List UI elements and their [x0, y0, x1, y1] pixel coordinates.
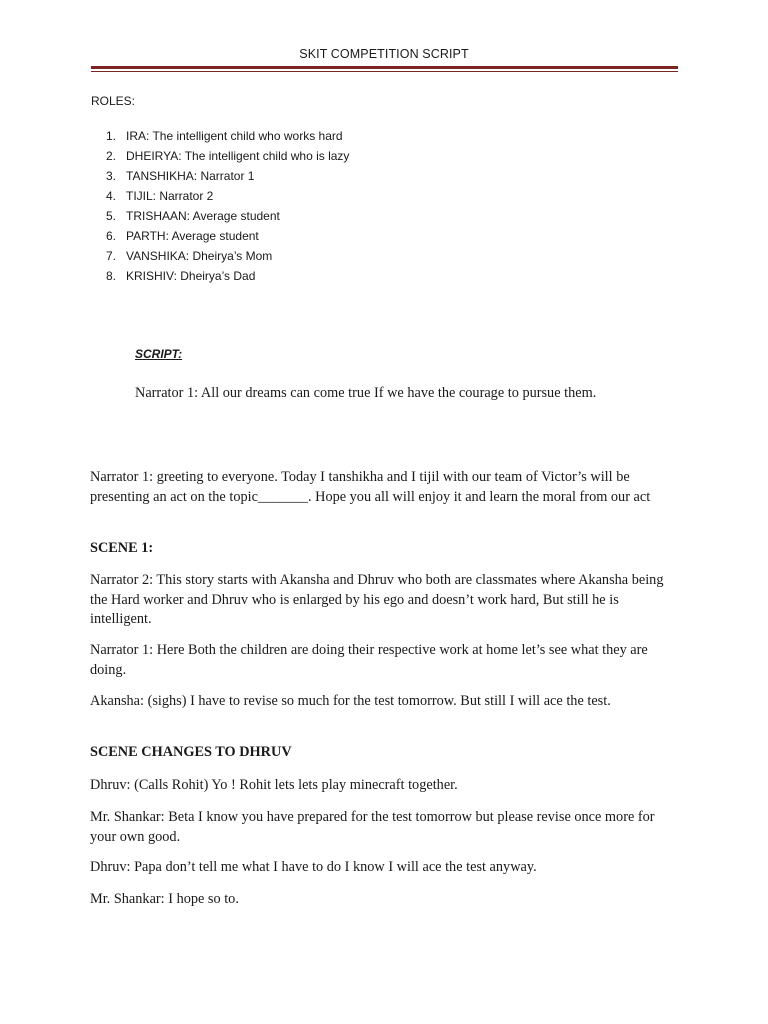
script-paragraph: Mr. Shankar: Beta I know you have prepared for the test tomorrow but please revise once more for your own good.	[90, 809, 655, 845]
role-item	[91, 166, 349, 186]
role-text: DHEIRYA: The intelligent child who is lazy	[126, 149, 350, 163]
roles-list	[91, 126, 349, 286]
script-paragraph: Dhruv: (Calls Rohit) Yo ! Rohit lets lets play minecraft together.	[90, 777, 458, 793]
role-item	[91, 206, 349, 226]
script-intro: Narrator 1: All our dreams can come true If we have the courage to pursue them.	[135, 385, 597, 401]
role-number: 8.	[105, 269, 116, 283]
script-paragraph: Narrator 1: Here Both the children are doing their respective work at home let’s see what they are doing.	[90, 642, 648, 678]
role-item	[91, 266, 349, 286]
role-text: KRISHIV: Dheirya’s Dad	[126, 269, 256, 283]
role-number: 3.	[105, 169, 116, 183]
role-item	[91, 186, 349, 206]
script-paragraph: Mr. Shankar: I hope so to.	[90, 891, 239, 907]
role-number: 2.	[105, 149, 116, 163]
page-header-title: SKIT COMPETITION SCRIPT	[299, 47, 469, 61]
script-paragraph: Narrator 2: This story starts with Akansha and Dhruv who both are classmates where Akansha being the Hard worker and Dhruv who is enlarged by his ego and doesn’t work hard, But still he is intelligent.	[90, 572, 664, 627]
role-text: VANSHIKA: Dheirya’s Mom	[126, 249, 273, 263]
role-text: TRISHAAN: Average student	[126, 209, 280, 223]
role-text: TANSHIKHA: Narrator 1	[126, 169, 255, 183]
role-text: TIJIL: Narrator 2	[126, 189, 214, 203]
role-number: 7.	[105, 249, 116, 263]
scene-heading: SCENE CHANGES TO DHRUV	[90, 744, 292, 760]
role-number: 1.	[105, 129, 116, 143]
role-number: 4.	[105, 189, 116, 203]
roles-heading: ROLES:	[91, 94, 136, 108]
role-text: IRA: The intelligent child who works hard	[126, 129, 343, 143]
script-heading: SCRIPT:	[135, 347, 183, 361]
header-rule-thin	[91, 71, 678, 72]
role-number: 6.	[105, 229, 116, 243]
scene-heading: SCENE 1:	[90, 540, 154, 556]
role-number: 5.	[105, 209, 116, 223]
role-item	[91, 246, 349, 266]
script-paragraph: Akansha: (sighs) I have to revise so much for the test tomorrow. But still I will ace the test.	[90, 693, 611, 709]
header-rule-thick	[91, 66, 678, 69]
role-item	[91, 126, 349, 146]
script-paragraph: Dhruv: Papa don’t tell me what I have to do I know I will ace the test anyway.	[90, 859, 537, 875]
script-paragraph: Narrator 1: greeting to everyone. Today I tanshikha and I tijil with our team of Victor’s will be presenting an act on the topic_______. Hope you all will enjoy it and learn the moral from our act	[90, 469, 651, 505]
role-item	[91, 226, 349, 246]
role-item	[91, 146, 349, 166]
role-text: PARTH: Average student	[126, 229, 259, 243]
